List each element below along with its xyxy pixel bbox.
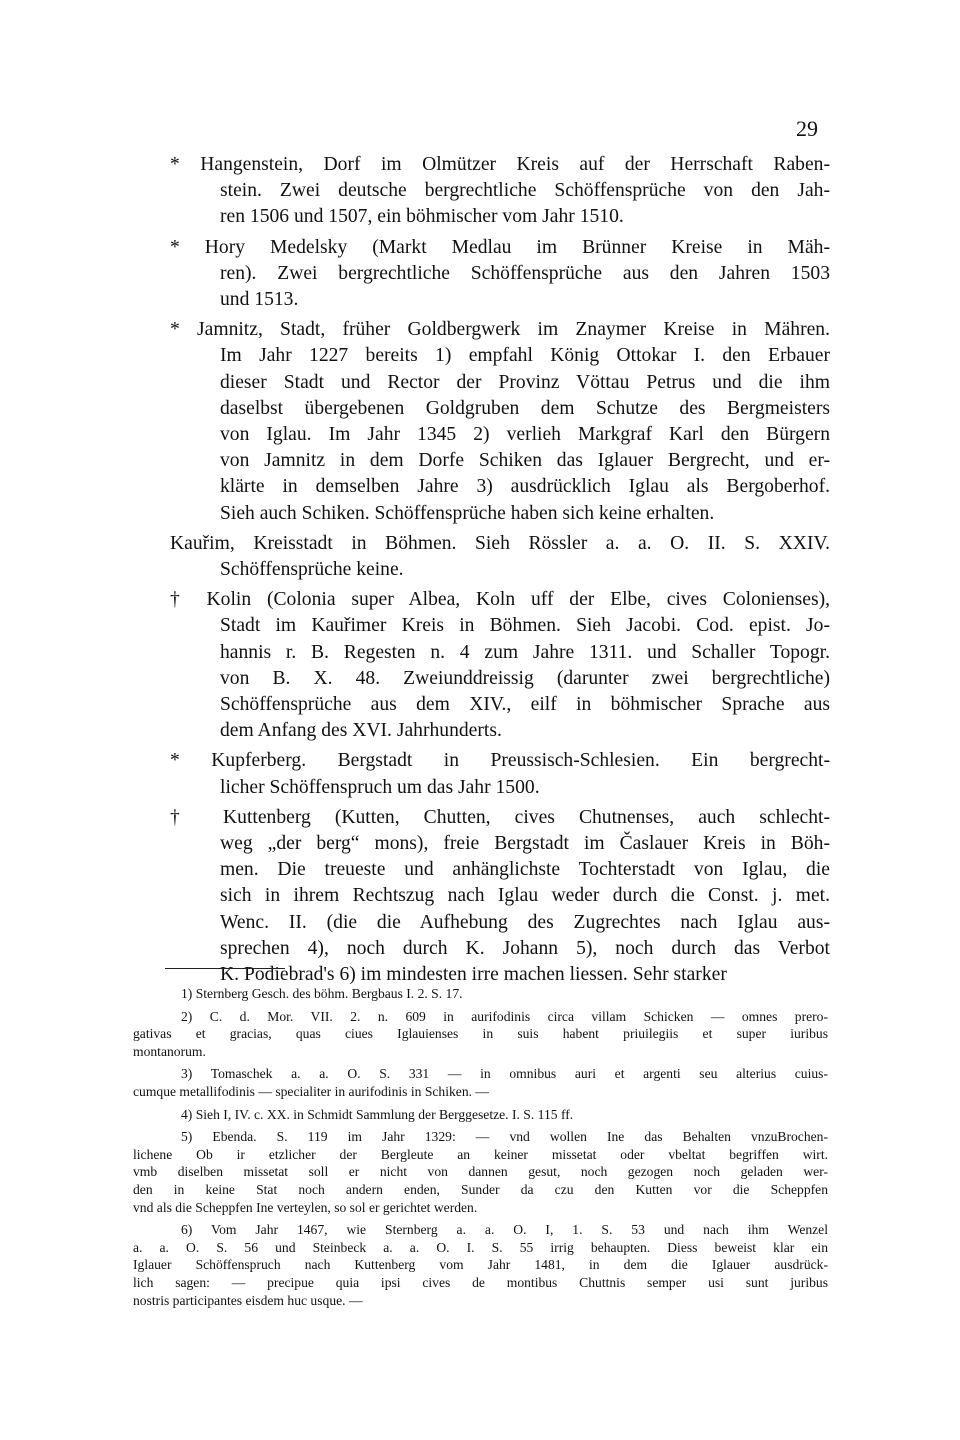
footnote bbox=[133, 985, 828, 1003]
entry-line: * Hory Medelsky (Markt Medlau im Brünner Kreise in Mäh- bbox=[170, 236, 830, 258]
footnote-line: Iglauer Schöffenspruch nach Kuttenberg vom Jahr 1481, in dem die Iglauer ausdrück- bbox=[133, 1257, 828, 1273]
entry-line: † Kolin (Colonia super Albea, Koln uff der Elbe, cives Colonienses), bbox=[170, 589, 830, 611]
footnote-line: 3) Tomaschek a. a. O. S. 331 — in omnibus auri et argenti seu alterius cuius- bbox=[181, 1066, 828, 1082]
entry-line: daselbst übergebenen Goldgruben dem Schutze des Bergmeisters bbox=[220, 397, 830, 419]
entry bbox=[170, 587, 830, 744]
footnote-line: gativas et gracias, quas ciues Iglauienses in suis habent priuilegiis et super iuribus bbox=[133, 1026, 828, 1042]
entry-line: Im Jahr 1227 bereits 1) empfahl König Ottokar I. den Erbauer bbox=[220, 345, 830, 367]
entry-line: * Kupferberg. Bergstadt in Preussisch-Schlesien. Ein bergrecht- bbox=[170, 750, 830, 772]
entry-line: sprechen 4), noch durch K. Johann 5), noch durch das Verbot bbox=[220, 937, 830, 959]
footnote-divider bbox=[165, 968, 285, 969]
entry bbox=[170, 531, 830, 583]
footnote-line: nostris participantes eisdem huc usque. — bbox=[133, 1292, 363, 1308]
entry-line: klärte in demselben Jahre 3) ausdrücklich Iglau als Bergoberhof. bbox=[220, 476, 830, 498]
footnote-line: 1) Sternberg Gesch. des böhm. Bergbaus I. 2. S. 17. bbox=[181, 986, 463, 1001]
entry-line: von B. X. 48. Zweiunddreissig (darunter zwei bergrechtliche) bbox=[220, 667, 830, 689]
footnote bbox=[133, 1065, 828, 1100]
footnote-line: 4) Sieh I, IV. c. XX. in Schmidt Sammlung der Berggesetze. I. S. 115 ff. bbox=[181, 1106, 574, 1122]
entry-line: Stadt im Kauřimer Kreis in Böhmen. Sieh Jacobi. Cod. epist. Jo- bbox=[220, 615, 830, 637]
entry-line: weg „der berg“ mons), freie Bergstadt im Časlauer Kreis in Böh- bbox=[220, 833, 830, 855]
entry-line: * Jamnitz, Stadt, früher Goldbergwerk im Znaymer Kreise in Mähren. bbox=[170, 319, 830, 341]
entry-line: stein. Zwei deutsche bergrechtliche Schöffensprüche von den Jah- bbox=[220, 180, 830, 202]
entry-line: dem Anfang des XVI. Jahrhunderts. bbox=[220, 720, 502, 742]
entry bbox=[170, 805, 830, 988]
entry-line: Wenc. II. (die die Aufhebung des Zugrechtes nach Iglau aus- bbox=[220, 911, 830, 933]
footnote-line: a. a. O. S. 56 und Steinbeck a. a. O. I. S. 55 irrig behaupten. Diess beweist klar ein bbox=[133, 1239, 828, 1255]
entry-line: von Jamnitz in dem Dorfe Schiken das Iglauer Bergrecht, und er- bbox=[220, 450, 830, 472]
entry-line: ren). Zwei bergrechtliche Schöffensprüche aus den Jahren 1503 bbox=[220, 262, 830, 284]
entry-line: * Hangenstein, Dorf im Olmützer Kreis auf der Herrschaft Raben- bbox=[170, 154, 830, 175]
footnotes bbox=[133, 985, 828, 1314]
entry-line: dieser Stadt und Rector der Provinz Vöttau Petrus und die ihm bbox=[220, 371, 830, 393]
entry bbox=[170, 235, 830, 314]
footnote bbox=[133, 1008, 828, 1061]
entry-line: K. Podiebrad's 6) im mindesten irre machen liessen. Sehr starker bbox=[220, 964, 727, 986]
footnote bbox=[133, 1221, 828, 1309]
footnote-line: den in keine Stat noch andern enden, Sunder da czu den Kutten vor die Scheppfen bbox=[133, 1181, 828, 1197]
footnote bbox=[133, 1106, 828, 1124]
entry-line: licher Schöffenspruch um das Jahr 1500. bbox=[220, 776, 540, 798]
entry-line: Schöffensprüche keine. bbox=[220, 559, 404, 581]
footnote-line: 5) Ebenda. S. 119 im Jahr 1329: — vnd wollen Ine das Behalten vnzuBrochen- bbox=[181, 1129, 828, 1145]
entry-line: sich in ihrem Rechtszug nach Iglau weder durch die Const. j. met. bbox=[220, 885, 830, 907]
entry-line: Kauřim, Kreisstadt in Böhmen. Sieh Rössler a. a. O. II. S. XXIV. bbox=[170, 532, 830, 554]
entry bbox=[170, 152, 830, 231]
gazetteer-entries bbox=[170, 152, 830, 992]
entry bbox=[170, 748, 830, 800]
footnote-line: vmb diselben missetat soll er nicht von dannen gesut, noch gezogen noch geladen wer- bbox=[133, 1164, 828, 1180]
entry-line: von Iglau. Im Jahr 1345 2) verlieh Markgraf Karl den Bürgern bbox=[220, 424, 830, 446]
entry-line: Schöffensprüche aus dem XIV., eilf in böhmischer Sprache aus bbox=[220, 694, 830, 716]
footnote-line: 2) C. d. Mor. VII. 2. n. 609 in aurifodinis circa villam Schicken — omnes prero- bbox=[181, 1008, 828, 1024]
footnote-line: montanorum. bbox=[133, 1043, 206, 1059]
entry-line: ren 1506 und 1507, ein böhmischer vom Jahr 1510. bbox=[220, 206, 624, 228]
entry-line: men. Die treueste und anhänglichste Tochterstadt von Iglau, die bbox=[220, 859, 830, 881]
footnote-line: lich sagen: — precipue quia ipsi cives de montibus Chuttnis semper usi sunt juribus bbox=[133, 1274, 828, 1290]
entry bbox=[170, 317, 830, 527]
entry-line: und 1513. bbox=[220, 289, 299, 311]
entry-line: hannis r. B. Regesten n. 4 zum Jahre 1311. und Schaller Topogr. bbox=[220, 641, 830, 663]
footnote-line: 6) Vom Jahr 1467, wie Sternberg a. a. O. I, 1. S. 53 und nach ihm Wenzel bbox=[181, 1222, 828, 1238]
entry-line: † Kuttenberg (Kutten, Chutten, cives Chutnenses, auch schlecht- bbox=[170, 806, 830, 828]
footnote-line: lichene Ob ir etzlicher der Bergleute an keiner missetat oder vbeltat begriffen wirt. bbox=[133, 1146, 828, 1162]
footnote-line: cumque metallifodinis — specialiter in aurifodinis in Schiken. — bbox=[133, 1083, 490, 1099]
footnote bbox=[133, 1128, 828, 1216]
entry-line: Sieh auch Schiken. Schöffensprüche haben sich keine erhalten. bbox=[220, 502, 715, 524]
footnote-line: vnd als die Scheppfen Ine verteylen, so sol er gerichtet werden. bbox=[133, 1199, 478, 1215]
page-number: 29 bbox=[796, 116, 818, 141]
